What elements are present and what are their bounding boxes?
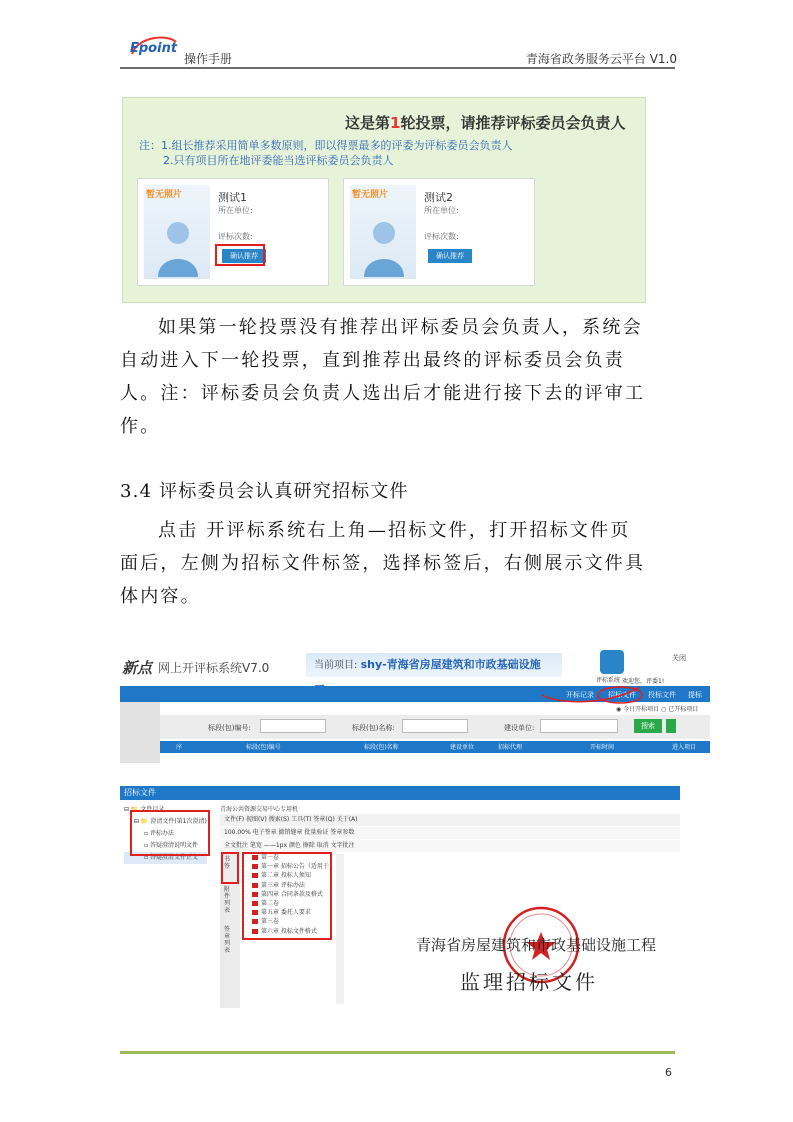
highlight-box <box>221 852 239 884</box>
tree-item[interactable]: ▫ 评标办法 <box>144 830 174 837</box>
chapter-item[interactable]: 第二卷 <box>252 899 329 908</box>
chapter-item[interactable]: 第五章 委托人要求 <box>252 908 329 917</box>
current-project: 当前项目: shy-青海省房屋建筑和市政基础设施 <box>306 653 562 677</box>
tree-item[interactable]: ⊟ 📁 澄清文件(第1次澄清) <box>134 818 207 825</box>
candidate-unit: 所在单位: <box>424 206 459 215</box>
confirm-recommend-button[interactable]: 确认推荐 <box>428 249 472 263</box>
column-header: 建设单位 <box>450 744 475 751</box>
search-button[interactable]: 搜索 <box>634 719 662 733</box>
confirm-recommend-button[interactable]: 确认推荐 <box>222 249 266 263</box>
viewer-toolbar[interactable]: 100.00% 电子签章 撤销缝章 批量验证 签章参数 <box>220 827 680 839</box>
chapter-item[interactable]: 第一卷 <box>252 853 329 862</box>
body-paragraph: 如果第一轮投票没有推荐出评标委员会负责人，系统会 自动进入下一轮投票，直到推荐出最终的评标委员会负责 人。注：评标委员会负责人选出后才能进行接下去的评审工 作。 <box>120 317 646 437</box>
chapter-item[interactable]: 第二章 投标人须知 <box>252 871 329 880</box>
footer-divider <box>120 1051 675 1054</box>
viewer-title: 青海公共资源交易中心专用机 <box>220 806 299 813</box>
globe-icon[interactable] <box>600 650 624 674</box>
welcome-text: 欢迎您，评委1! <box>622 678 665 685</box>
close-link[interactable]: 关闭 <box>672 654 686 662</box>
vote-screenshot <box>122 97 646 303</box>
header-divider <box>120 67 675 69</box>
person-icon <box>156 217 200 277</box>
column-header: 标段(包)编号 <box>246 744 281 751</box>
photo-label: 暂无照片 <box>352 190 389 200</box>
left-panel <box>120 702 160 763</box>
section-code-input[interactable] <box>260 719 326 733</box>
candidate-count: 评标次数: <box>218 232 253 241</box>
filter-label: 标段(包)编号: <box>208 724 251 732</box>
body-paragraph: 点击 开评标系统右上角—招标文件，打开招标文件页 面后，左侧为招标文件标签，选择标签后，右侧展示文件具 体内容。 <box>120 520 646 607</box>
chapter-item[interactable]: 第三章 评标办法 <box>252 881 329 890</box>
builder-input[interactable] <box>540 719 618 733</box>
system-name: 网上开评标系统V7.0 <box>158 661 270 675</box>
menu-tender-docs[interactable]: 招标文件 <box>608 691 636 699</box>
section-heading: 3.4 评标委员会认真研究招标文件 <box>120 481 409 502</box>
table-header <box>160 741 710 753</box>
candidate-name: 测试2 <box>424 191 453 204</box>
candidate-card <box>343 178 535 286</box>
section-name-input[interactable] <box>402 719 468 733</box>
person-icon <box>362 217 406 277</box>
brand-name: 新点 <box>122 659 153 677</box>
filter-label: 标段(包)名称: <box>352 724 395 732</box>
doc-subtitle: 监理招标文件 <box>460 970 598 994</box>
column-header: 标段(包)名称 <box>364 744 399 751</box>
tab-signatures[interactable]: 签章列表 <box>224 926 231 954</box>
filter-label: 建设单位: <box>504 724 535 732</box>
column-header: 进入项目 <box>672 744 697 751</box>
expand-icon[interactable] <box>666 719 676 733</box>
epoint-logo <box>128 34 180 58</box>
column-header: 开标时间 <box>590 744 615 751</box>
scrollbar[interactable] <box>336 854 344 1004</box>
tree-item[interactable]: ▫ 答疑澄清文件正文 <box>124 852 207 864</box>
photo-label: 暂无照片 <box>146 190 183 200</box>
tree-item[interactable]: ▫ 答疑澄清说明文件 <box>144 842 198 849</box>
doc-title: 青海省房屋建筑和市政基础设施工程 <box>416 936 657 954</box>
header-doc-title: 操作手册 <box>184 52 233 66</box>
eval-system-label: 评标系统 <box>596 677 621 684</box>
menu-bid-docs[interactable]: 投标文件 <box>648 691 676 699</box>
candidate-name: 测试1 <box>218 191 247 204</box>
chapter-item[interactable]: 第四章 合同条款及格式 <box>252 890 329 899</box>
column-header: 招标代理 <box>498 744 523 751</box>
header-platform: 青海省政务服务云平台 V1.0 <box>525 52 677 66</box>
candidate-count: 评标次数: <box>424 232 459 241</box>
tender-doc-screenshot <box>120 786 680 1008</box>
menu-open-record[interactable]: 开标记录 <box>566 691 594 699</box>
viewer-menu[interactable]: 文件(F) 视图(V) 搜索(S) 工具(T) 签章(Q) 关于(A) <box>220 814 680 826</box>
highlight-ellipse <box>540 673 644 705</box>
tab-bookmarks[interactable]: 书签 <box>224 856 231 870</box>
system-screenshot <box>120 645 710 763</box>
highlight-box <box>130 810 210 856</box>
project-filter-radios[interactable]: ◉ 今日开标项目 ○ 已开标项目 <box>616 706 699 713</box>
tab-attachments[interactable]: 附件列表 <box>224 886 231 914</box>
vote-title: 这是第1轮投票，请推荐评标委员会负责人 <box>345 114 626 132</box>
highlight-box <box>242 852 332 940</box>
candidate-unit: 所在单位: <box>218 206 253 215</box>
svg-text:Epoint: Epoint <box>130 41 178 56</box>
chapter-item[interactable]: 第三卷 <box>252 917 329 926</box>
vote-note: 注：1.组长推荐采用简单多数原则，即以得票最多的评委为评标委员会负责人 2.只有项目所在地评委能当选评标委员会负责人 <box>139 139 513 167</box>
menu-submit[interactable]: 提标 <box>688 691 702 699</box>
page-number: 6 <box>665 1066 672 1079</box>
candidate-card <box>137 178 329 286</box>
chapter-item[interactable]: 第一章 招标公告（适用于 <box>252 862 329 871</box>
highlight-box <box>215 244 265 266</box>
chapter-item[interactable]: 第六章 投标文件格式 <box>252 927 329 936</box>
column-header: 序 <box>176 744 183 751</box>
tree-item[interactable]: ⊟ 📁 文件目录 <box>124 806 165 813</box>
annotation-toolbar[interactable]: 全文批注 笔宽 ——1px 颜色 擦除 取消 文字批注 <box>220 840 680 852</box>
panel-title: 招标文件 <box>120 786 680 800</box>
